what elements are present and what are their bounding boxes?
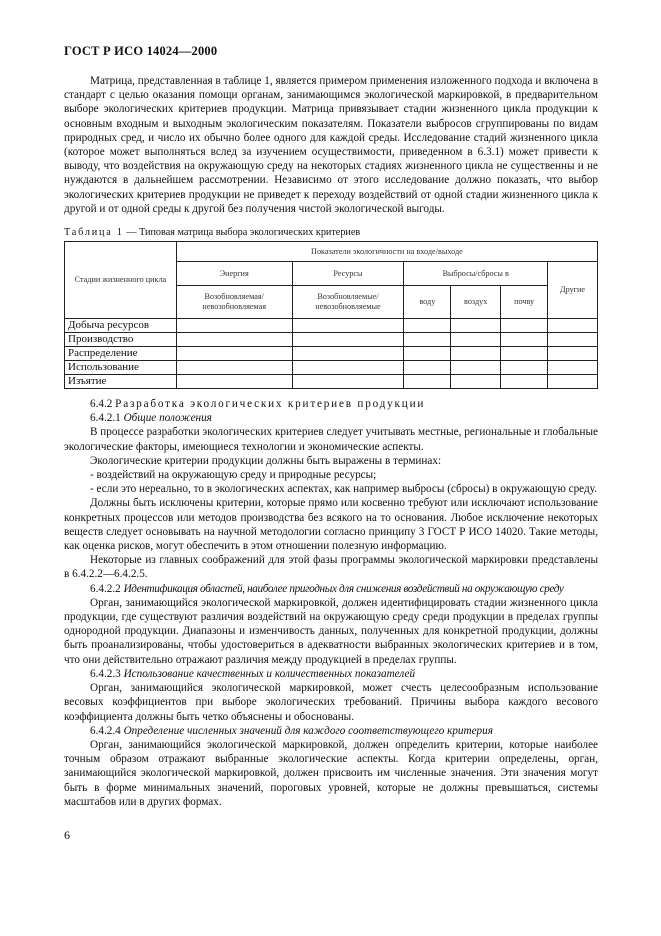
table-row [65, 361, 598, 375]
subsection-heading-1 [64, 411, 598, 425]
paragraph: В процессе разработки экологических критериев следует учитывать местные, региональные и глобальные экологические факторы, имеющиеся технологии и экономические аспекты. [64, 426, 598, 453]
subsection-heading-2 [64, 582, 598, 596]
row-label: Изъятие [65, 375, 177, 389]
subsection-number: 6.4.2.4 [90, 724, 124, 737]
header-resources: Ресурсы [292, 262, 404, 286]
table-caption-label: Таблица 1 [64, 227, 124, 239]
paragraph: Орган, занимающийся экологической маркировкой, может счесть целесообразным использование весовых коэффициентов при выборе экологических требований. Причины выбора каждого весового коэффициента должны быть четко объяснены и обоснованы. [64, 682, 598, 723]
header-emissions: Выбросы/сбросы в [404, 262, 548, 286]
table-row [65, 319, 598, 333]
standard-header: ГОСТ Р ИСО 14024—2000 [64, 44, 218, 58]
document-body [64, 74, 598, 809]
subsection-number: 6.4.2.1 [90, 412, 124, 425]
header-air: воздух [451, 286, 501, 319]
paragraph: Должны быть исключены критерии, которые прямо или косвенно требуют или исключают использование конкретных процессов или методов производства без всякого на то основания. Любое исключение некоторых веществ следует основывать на научной методологии согласно принципу 3 ГОСТ Р ИСО 14020. Такие методы, как оценка рисков, могут обеспечить в этом отношении полезную информацию. [64, 497, 598, 553]
subsection-title: Идентификация областей, наиболее пригодных для снижения воздействий на окружающую среду [123, 582, 564, 595]
table-caption [64, 226, 598, 239]
header-water: воду [404, 286, 451, 319]
row-label: Добыча ресурсов [65, 319, 177, 333]
header-soil: почву [501, 286, 548, 319]
intro-paragraph: Матрица, представленная в таблице 1, является примером применения изложенного подхода и включена в стандарт с целью оказания помощи органам, занимающимся экологической маркировкой, в предварительном выборе экологических критериев продукции. Матрица привязывает стадии жизненного цикла продукции к основным входным и выходным экологическим показателям. Показатели выбросов сгруппированы по видам природных сред, и число их обычно более одного для каждой среды. Исследование стадий жизненного цикла (которое может выполняться вслед за изучением осуществимости, приведенном в 6.3.1) может привести к выводу, что воздействия на окружающую среду на некоторых стадиях жизненного цикла не существенны и не нуждаются в дальнейшем рассмотрении. Независимо от этого исследование должно показать, что выбор экологических критериев продукции не приведет к переходу воздействий от одной стадии жизненного цикла к другой и от одной среды к другой без получения чистой экологической выгоды. [64, 75, 598, 215]
subsection-title: Общие положения [123, 412, 212, 425]
paragraph: Орган, занимающийся экологической маркировкой, должен идентифицировать стадии жизненного цикла продукции, где существуют различия воздействий на окружающую среду среди продукции в пределах группы однородной продукции. Диапазоны и изменчивость данных, полученных для конкретной продукции, должны быть проанализированы, чтобы удостовериться в адекватности выбранных экологических критериев и в том, что они действительно отражают различия между продукцией в пределах группы. [64, 596, 598, 666]
list-item: - воздействий на окружающую среду и природные ресурсы; [90, 469, 377, 482]
subsection-number: 6.4.2.3 [90, 667, 124, 680]
criteria-matrix-table [64, 241, 598, 389]
table-row [65, 333, 598, 347]
subsection-heading-4 [64, 724, 598, 738]
page-number: 6 [64, 828, 70, 842]
header-energy: Энергия [176, 262, 292, 286]
table-caption-text: — Типовая матрица выбора экологических критериев [123, 227, 361, 239]
header-energy-sub: Возобновляемая/ невозобновляемая [176, 286, 292, 319]
header-resources-sub: Возобновляемые/ невозобновляемые [292, 286, 404, 319]
section-title: Разработка экологических критериев продукции [115, 398, 426, 411]
table-row [65, 347, 598, 361]
header-other: Другие [548, 262, 598, 319]
row-label: Использование [65, 361, 177, 375]
paragraph: Орган, занимающийся экологической маркировкой, должен определить критерии, которые наиболее точным образом отражают выбранные экологические аспекты. Когда критерии определены, орган, занимающийся экологической маркировкой, должен присвоить им численные значения. Эти значения могут быть в форме минимальных значений, пороговых уровней, которые не должны превышаться, системы масштабов или в других формах. [64, 738, 598, 808]
list-item: - если это нереально, то в экологических аспектах, как например выбросы (сбросы) в окружающую среду. [90, 483, 597, 496]
section-heading [64, 397, 598, 411]
subsection-title: Определение численных значений для каждого соответствующего критерия [123, 724, 493, 737]
row-label: Производство [65, 333, 177, 347]
header-indicators: Показатели экологичности на входе/выходе [176, 242, 597, 262]
header-stage: Стадии жизненного цикла [65, 242, 177, 319]
subsection-heading-3 [64, 667, 598, 681]
table-row [65, 375, 598, 389]
subsection-title: Использование качественных и количественных показателей [123, 667, 416, 680]
row-label: Распределение [65, 347, 177, 361]
paragraph: Экологические критерии продукции должны быть выражены в терминах: [90, 454, 442, 467]
section-number: 6.4.2 [90, 398, 116, 411]
paragraph: Некоторые из главных соображений для этой фазы программы экологической маркировки представлены в 6.4.2.2—6.4.2.5. [64, 554, 598, 581]
subsection-number: 6.4.2.2 [90, 582, 124, 595]
